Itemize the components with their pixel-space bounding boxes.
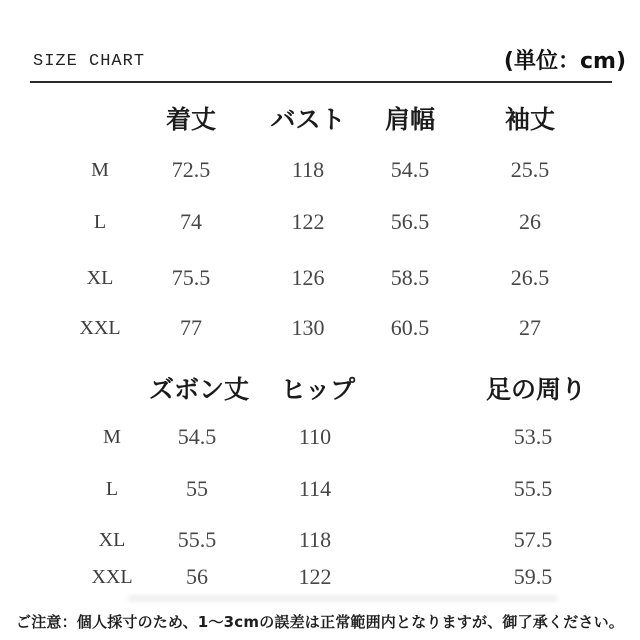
column-header-shoulder: 肩幅	[384, 105, 435, 134]
measurement-value: 74	[180, 209, 202, 234]
disclaimer-note: ご注意：個人採寸のため、1～3cmの誤差は正常範囲内となりますが、御了承ください。	[16, 613, 624, 631]
table-row	[0, 261, 640, 295]
measurement-value: 26.5	[510, 265, 550, 290]
measurement-value: 56	[186, 564, 208, 589]
column-header-pants-length: ズボン丈	[148, 375, 249, 404]
measurement-value: 27	[519, 315, 541, 340]
table-row	[0, 560, 640, 594]
size-label: L	[93, 211, 107, 233]
measurement-value: 54.5	[390, 157, 430, 182]
column-header-body-length: 着丈	[165, 105, 216, 134]
measurement-value: 122	[291, 209, 325, 234]
measurement-value: 56.5	[390, 209, 430, 234]
measurement-value: 126	[291, 265, 325, 290]
size-label: XXL	[91, 566, 133, 588]
column-header-hip: ヒップ	[280, 375, 356, 404]
measurement-value: 53.5	[513, 424, 553, 449]
measurement-value: 118	[291, 157, 325, 182]
table-row	[0, 472, 640, 506]
measurement-value: 72.5	[171, 157, 211, 182]
column-header-bust: バスト	[270, 105, 346, 134]
measurement-value: 54.5	[177, 424, 217, 449]
table-row	[0, 420, 640, 454]
measurement-value: 130	[291, 315, 325, 340]
measurement-value: 60.5	[390, 315, 430, 340]
measurement-value: 75.5	[171, 265, 211, 290]
scan-artifact	[128, 595, 558, 602]
size-label: M	[103, 426, 121, 448]
size-chart-title: SIZE CHART	[33, 52, 146, 71]
measurement-value: 55.5	[513, 476, 553, 501]
measurement-value: 110	[298, 424, 332, 449]
measurement-value: 122	[298, 564, 332, 589]
table-row	[0, 523, 640, 557]
size-label: XXL	[79, 317, 121, 339]
table-row	[0, 311, 640, 345]
size-label: XL	[86, 267, 114, 289]
table-row	[0, 205, 640, 239]
measurement-value: 118	[298, 527, 332, 552]
size-label: M	[91, 159, 109, 181]
measurement-value: 25.5	[510, 157, 550, 182]
column-header-sleeve: 袖丈	[504, 105, 555, 134]
measurement-value: 114	[298, 476, 332, 501]
measurement-value: 59.5	[513, 564, 553, 589]
unit-label: (単位：cm)	[503, 49, 626, 74]
garment-table-header	[0, 103, 640, 137]
measurement-value: 77	[180, 315, 202, 340]
divider-line	[30, 81, 612, 83]
measurement-value: 26	[519, 209, 541, 234]
table-row	[0, 153, 640, 187]
column-header-leg-opening: 足の周り	[485, 375, 586, 404]
measurement-value: 55	[186, 476, 208, 501]
bottoms-table-header	[0, 373, 640, 407]
measurement-value: 55.5	[177, 527, 217, 552]
measurement-value: 58.5	[390, 265, 430, 290]
size-label: XL	[98, 529, 126, 551]
size-label: L	[105, 478, 119, 500]
measurement-value: 57.5	[513, 527, 553, 552]
